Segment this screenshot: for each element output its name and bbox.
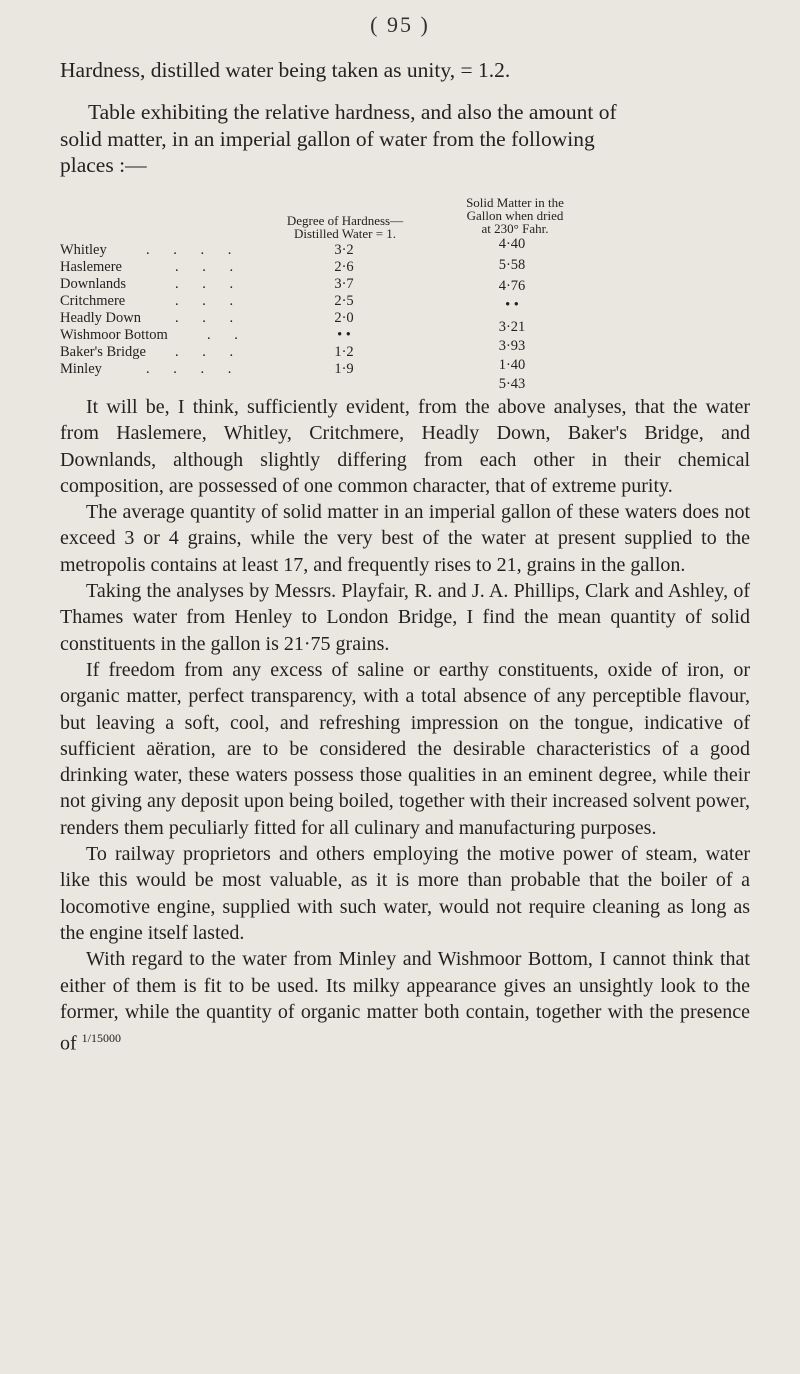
intro-line-3: solid matter, in an imperial gallon of water from the following [60, 127, 595, 151]
place-name: Critchmere [60, 293, 126, 309]
solid-header-line-3: at 230° Fahr. [481, 221, 549, 236]
intro-line-4: places :— [60, 153, 147, 177]
leader-dots: . . . [175, 310, 244, 326]
place-name: Haslemere [60, 259, 122, 275]
paragraph [60, 946, 750, 1057]
hardness-value: 2·6 [334, 259, 354, 275]
place-name: Baker's Bridge [60, 344, 146, 360]
leader-dots: . . . [175, 344, 244, 360]
table-row [60, 259, 740, 276]
solid-value: 3·21 [498, 319, 526, 335]
solid-value: 4·76 [498, 278, 526, 294]
hardness-value: • • [337, 327, 351, 343]
paragraph-text: With regard to the water from Minley and Wishmoor Bottom, I cannot think that either of them is fit to be used. Its milky appearance gives an unsightly look to the former, while the quantity of organic matter both contain, together with the presence of [60, 948, 750, 1055]
solid-value: 5·58 [498, 257, 526, 273]
leader-dots: . . . [175, 259, 244, 275]
hardness-column-header [265, 214, 425, 240]
solid-value: 3·93 [498, 338, 526, 354]
hardness-header-line-1: Degree of Hardness— [286, 213, 404, 228]
hardness-value: 1·2 [334, 344, 354, 360]
table-row [60, 293, 740, 313]
solid-column-header [430, 196, 600, 235]
leader-dots: . . . . [146, 242, 242, 258]
solid-value: 1·40 [498, 357, 526, 373]
place-name: Minley [60, 361, 102, 377]
table-row [60, 361, 740, 392]
intro-line-1: Hardness, distilled water being taken as unity, = 1.2. [60, 58, 511, 82]
paragraph: To railway proprietors and others employing the motive power of steam, water like this would be most valuable, as it is more than probable that the boiler of a locomotive engine, supplied with such water, would not require cleaning as long as the engine itself lasted. [60, 843, 750, 944]
table-row [60, 276, 740, 293]
place-name: Wishmoor Bottom [60, 327, 168, 343]
paragraph: It will be, I think, sufficiently evident, from the above analyses, that the water from Haslemere, Whitley, Critchmere, Headly Down, Baker's Bridge, and Downlands, although slightly differing from each other in their chemical composition, are possessed of one common character, that of extreme purity. [60, 396, 750, 497]
paragraph: Taking the analyses by Messrs. Playfair, R. and J. A. Phillips, Clark and Ashley, of Thames water from Henley to London Bridge, I find the mean quantity of solid constituents in the gallon is 21·75 grains. [60, 580, 750, 655]
hardness-value: 3·2 [334, 242, 354, 258]
hardness-value: 2·0 [334, 310, 354, 326]
leader-dots: . . . [175, 293, 244, 309]
place-name: Whitley [60, 242, 107, 258]
solid-value: 4·40 [498, 236, 526, 252]
fraction: 1/15000 [81, 1031, 122, 1046]
place-name: Headly Down [60, 310, 141, 326]
leader-dots: . . . . [146, 361, 242, 377]
page-number: ( 95 ) [370, 12, 430, 37]
hardness-header-line-2: Distilled Water = 1. [293, 226, 397, 241]
place-name: Downlands [60, 276, 127, 292]
solid-header-line-1: Solid Matter in the [466, 195, 564, 210]
intro-line-2: Table exhibiting the relative hardness, and also the amount of [88, 100, 617, 124]
solid-header-line-2: Gallon when dried [466, 208, 564, 223]
hardness-value: 2·5 [334, 293, 354, 309]
solid-value: 5·43 [498, 376, 526, 392]
leader-dots: . . [207, 327, 248, 343]
leader-dots: . . . [175, 276, 244, 292]
body-text [60, 394, 750, 1057]
table-row [60, 236, 740, 259]
hardness-value: 1·9 [334, 361, 354, 377]
paragraph: The average quantity of solid matter in an imperial gallon of these waters does not exceed 3 or 4 grains, while the very best of the water at present supplied to the metropolis contains at least 17, and frequently rises to 21, grains in the gallon. [60, 501, 750, 576]
paragraph: If freedom from any excess of saline or earthy constituents, oxide of iron, or organic matter, perfect transparency, with a total absence of any perceptible flavour, but leaving a soft, cool, and refreshing impression on the tongue, indicative of sufficient aëration, are to be considered the desirable characteristics of a good drinking water, these waters possess those qualities in an eminent degree, while their not giving any deposit upon being boiled, together with their increased solvent power, renders them peculiarly fitted for all culinary and manufacturing purposes. [60, 658, 750, 839]
solid-value: • • [505, 297, 519, 313]
hardness-value: 3·7 [334, 276, 354, 292]
